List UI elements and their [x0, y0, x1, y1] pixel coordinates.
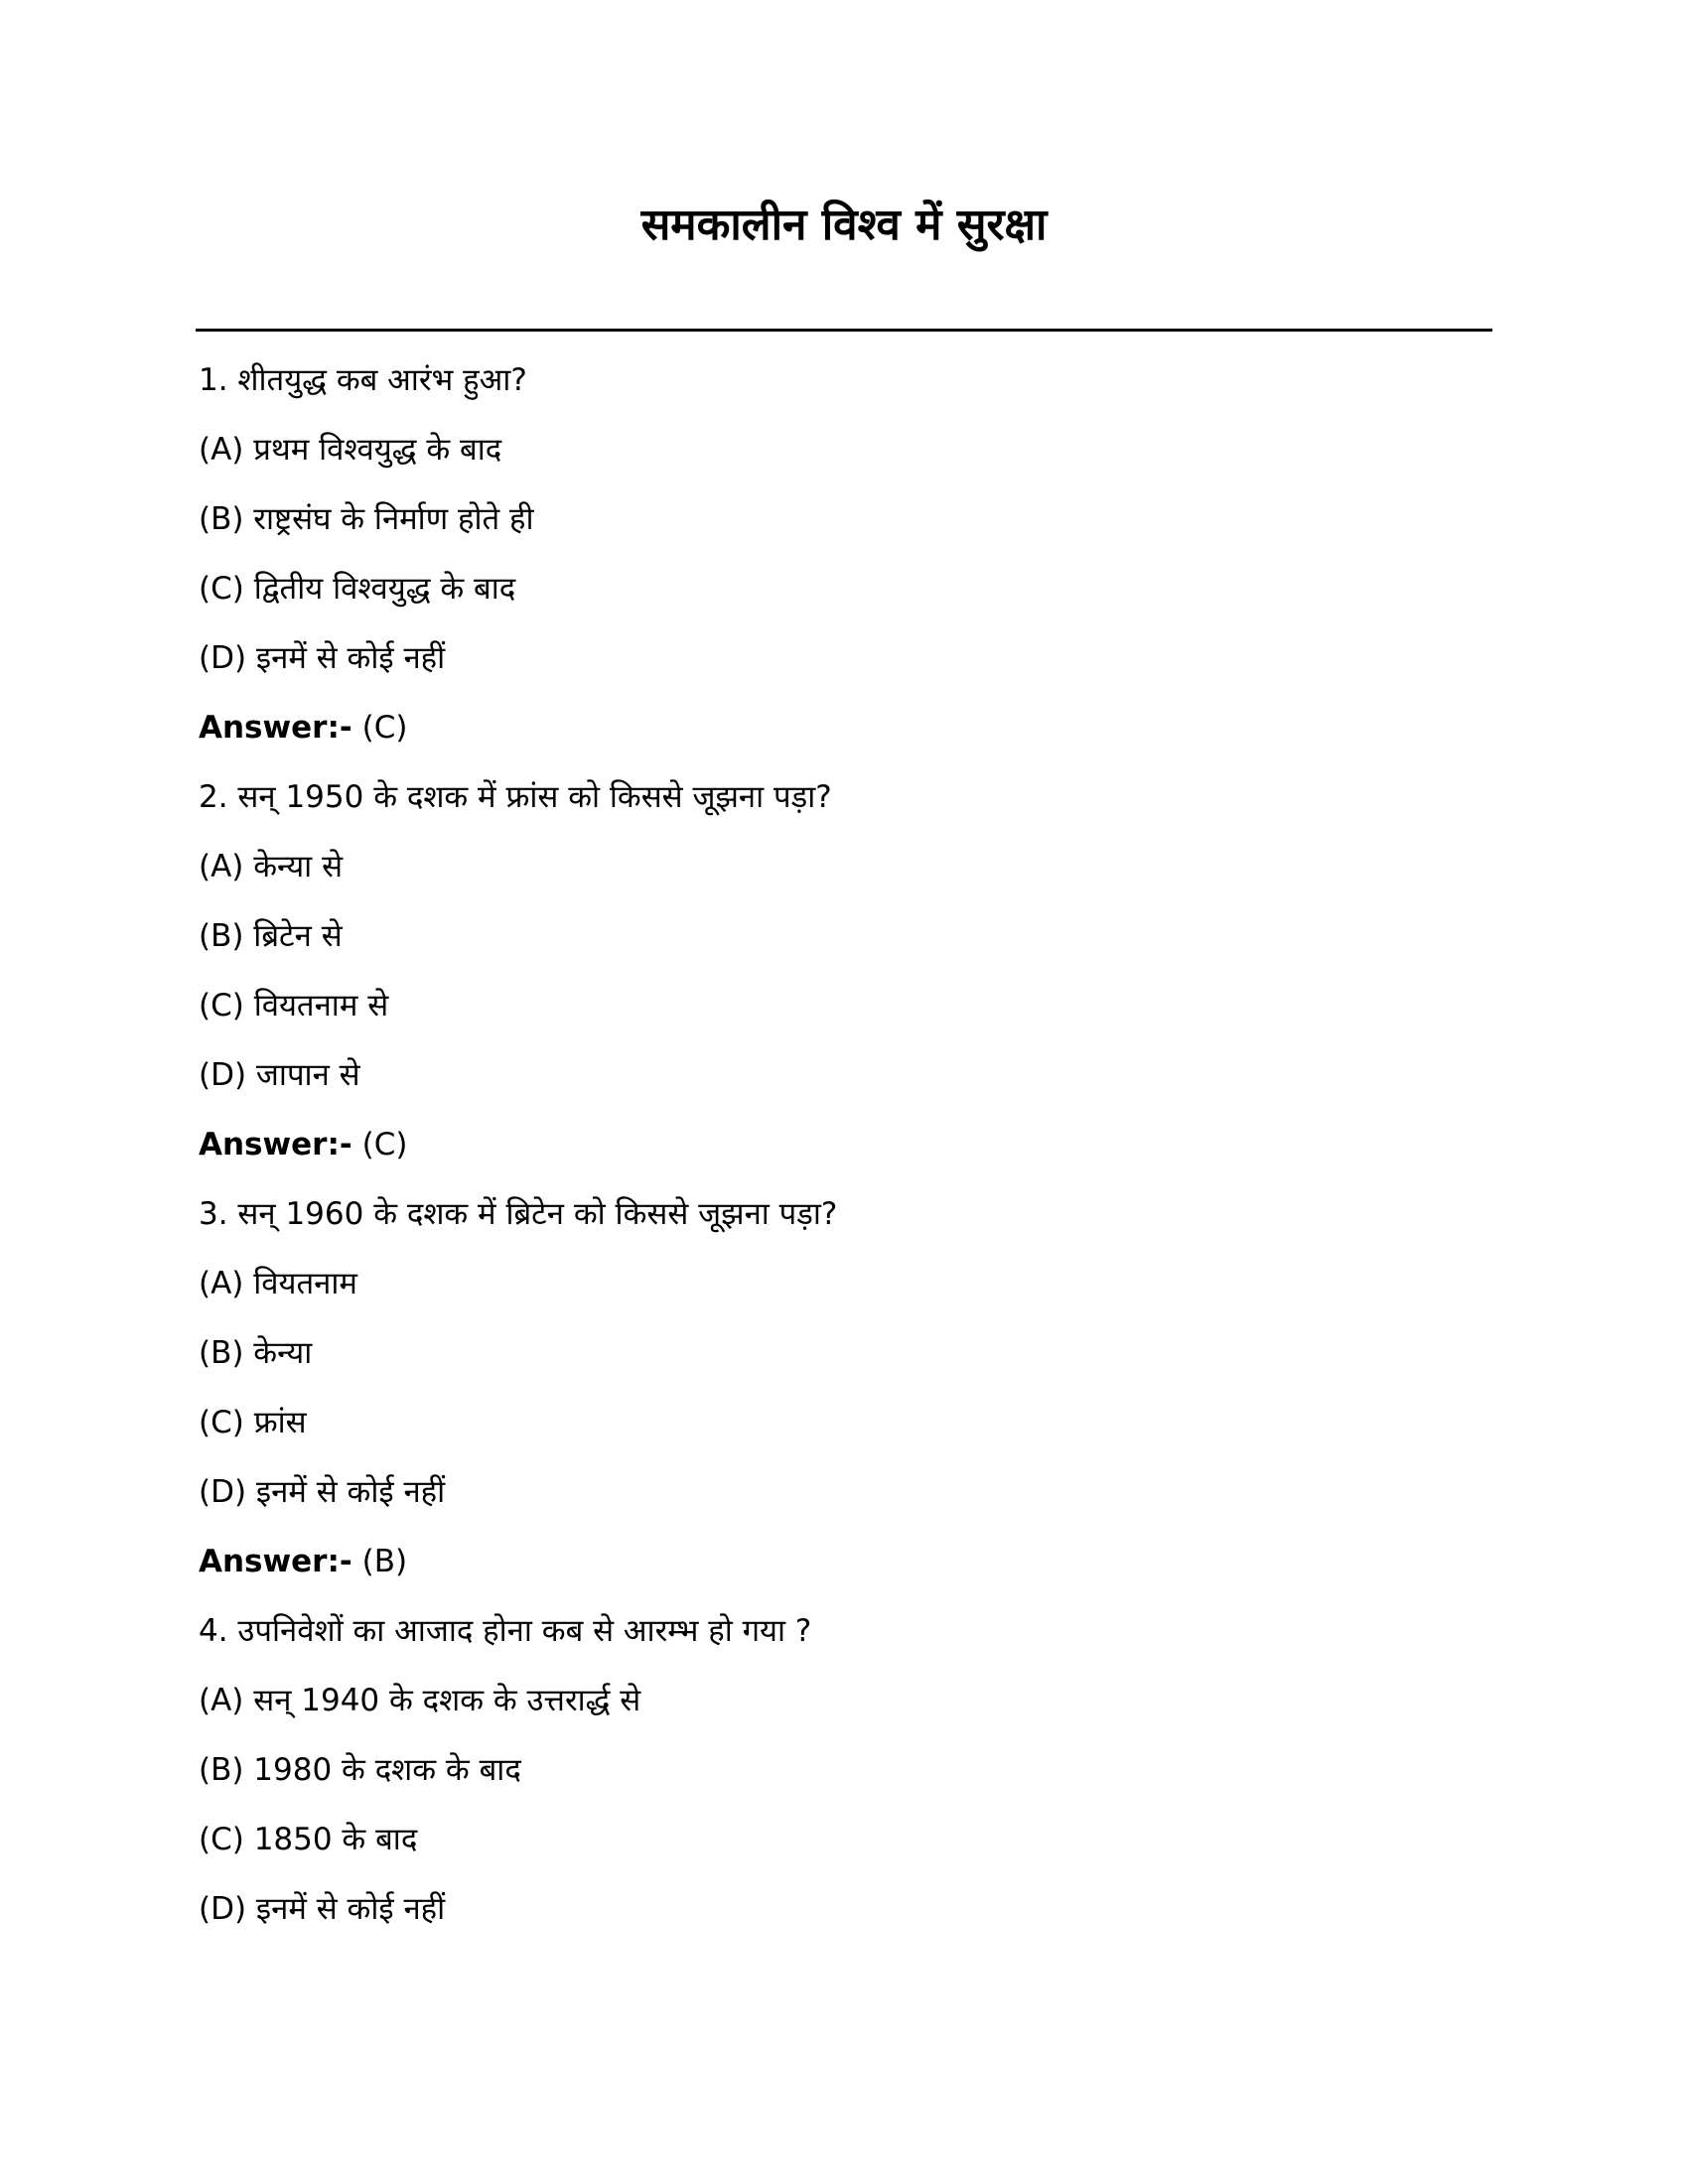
- option-c: (C) वियतनाम से: [199, 988, 389, 1024]
- option-c: (C) द्वितीय विश्वयुद्ध के बाद: [199, 571, 516, 607]
- option-b: (B) 1980 के दशक के बाद: [199, 1752, 521, 1788]
- option-a: (A) वियतनाम: [199, 1266, 357, 1301]
- question-list: [199, 345, 1489, 1944]
- option-d: (D) इनमें से कोई नहीं: [199, 1474, 446, 1510]
- option-a: (A) सन् 1940 के दशक के उत्तरार्द्ध से: [199, 1683, 641, 1718]
- option-c: (C) फ्रांस: [199, 1405, 307, 1440]
- option-a: (A) प्रथम विश्वयुद्ध के बाद: [199, 432, 502, 468]
- option-d: (D) जापान से: [199, 1057, 360, 1093]
- option-d: (D) इनमें से कोई नहीं: [199, 1891, 446, 1927]
- option-b: (B) केन्या: [199, 1335, 313, 1371]
- option-a: (A) केन्या से: [199, 849, 344, 885]
- answer-label: Answer:-: [199, 1544, 352, 1579]
- answer-line: [199, 1110, 1489, 1179]
- title-divider: [196, 329, 1492, 332]
- option-d: (D) इनमें से कोई नहीं: [199, 640, 446, 676]
- option-b: (B) राष्ट्रसंघ के निर्माण होते ही: [199, 501, 534, 537]
- option-b: (B) ब्रिटेन से: [199, 918, 343, 954]
- answer-label: Answer:-: [199, 1127, 352, 1162]
- question-text: 4. उपनिवेशों का आजाद होना कब से आरम्भ हो गया ?: [199, 1613, 812, 1649]
- answer-value: (C): [361, 1127, 408, 1162]
- question-text: 1. शीतयुद्ध कब आरंभ हुआ?: [199, 362, 527, 398]
- answer-label: Answer:-: [199, 710, 352, 746]
- answer-value: (C): [361, 710, 408, 746]
- answer-line: [199, 1527, 1489, 1596]
- question-text: 2. सन् 1950 के दशक में फ्रांस को किससे जूझना पड़ा?: [199, 779, 832, 815]
- question-text: 3. सन् 1960 के दशक में ब्रिटेन को किससे जूझना पड़ा?: [199, 1196, 838, 1232]
- document-title: समकालीन विश्व में सुरक्षा: [640, 200, 1048, 250]
- option-c: (C) 1850 के बाद: [199, 1822, 418, 1857]
- answer-value: (B): [361, 1544, 408, 1579]
- answer-line: [199, 693, 1489, 762]
